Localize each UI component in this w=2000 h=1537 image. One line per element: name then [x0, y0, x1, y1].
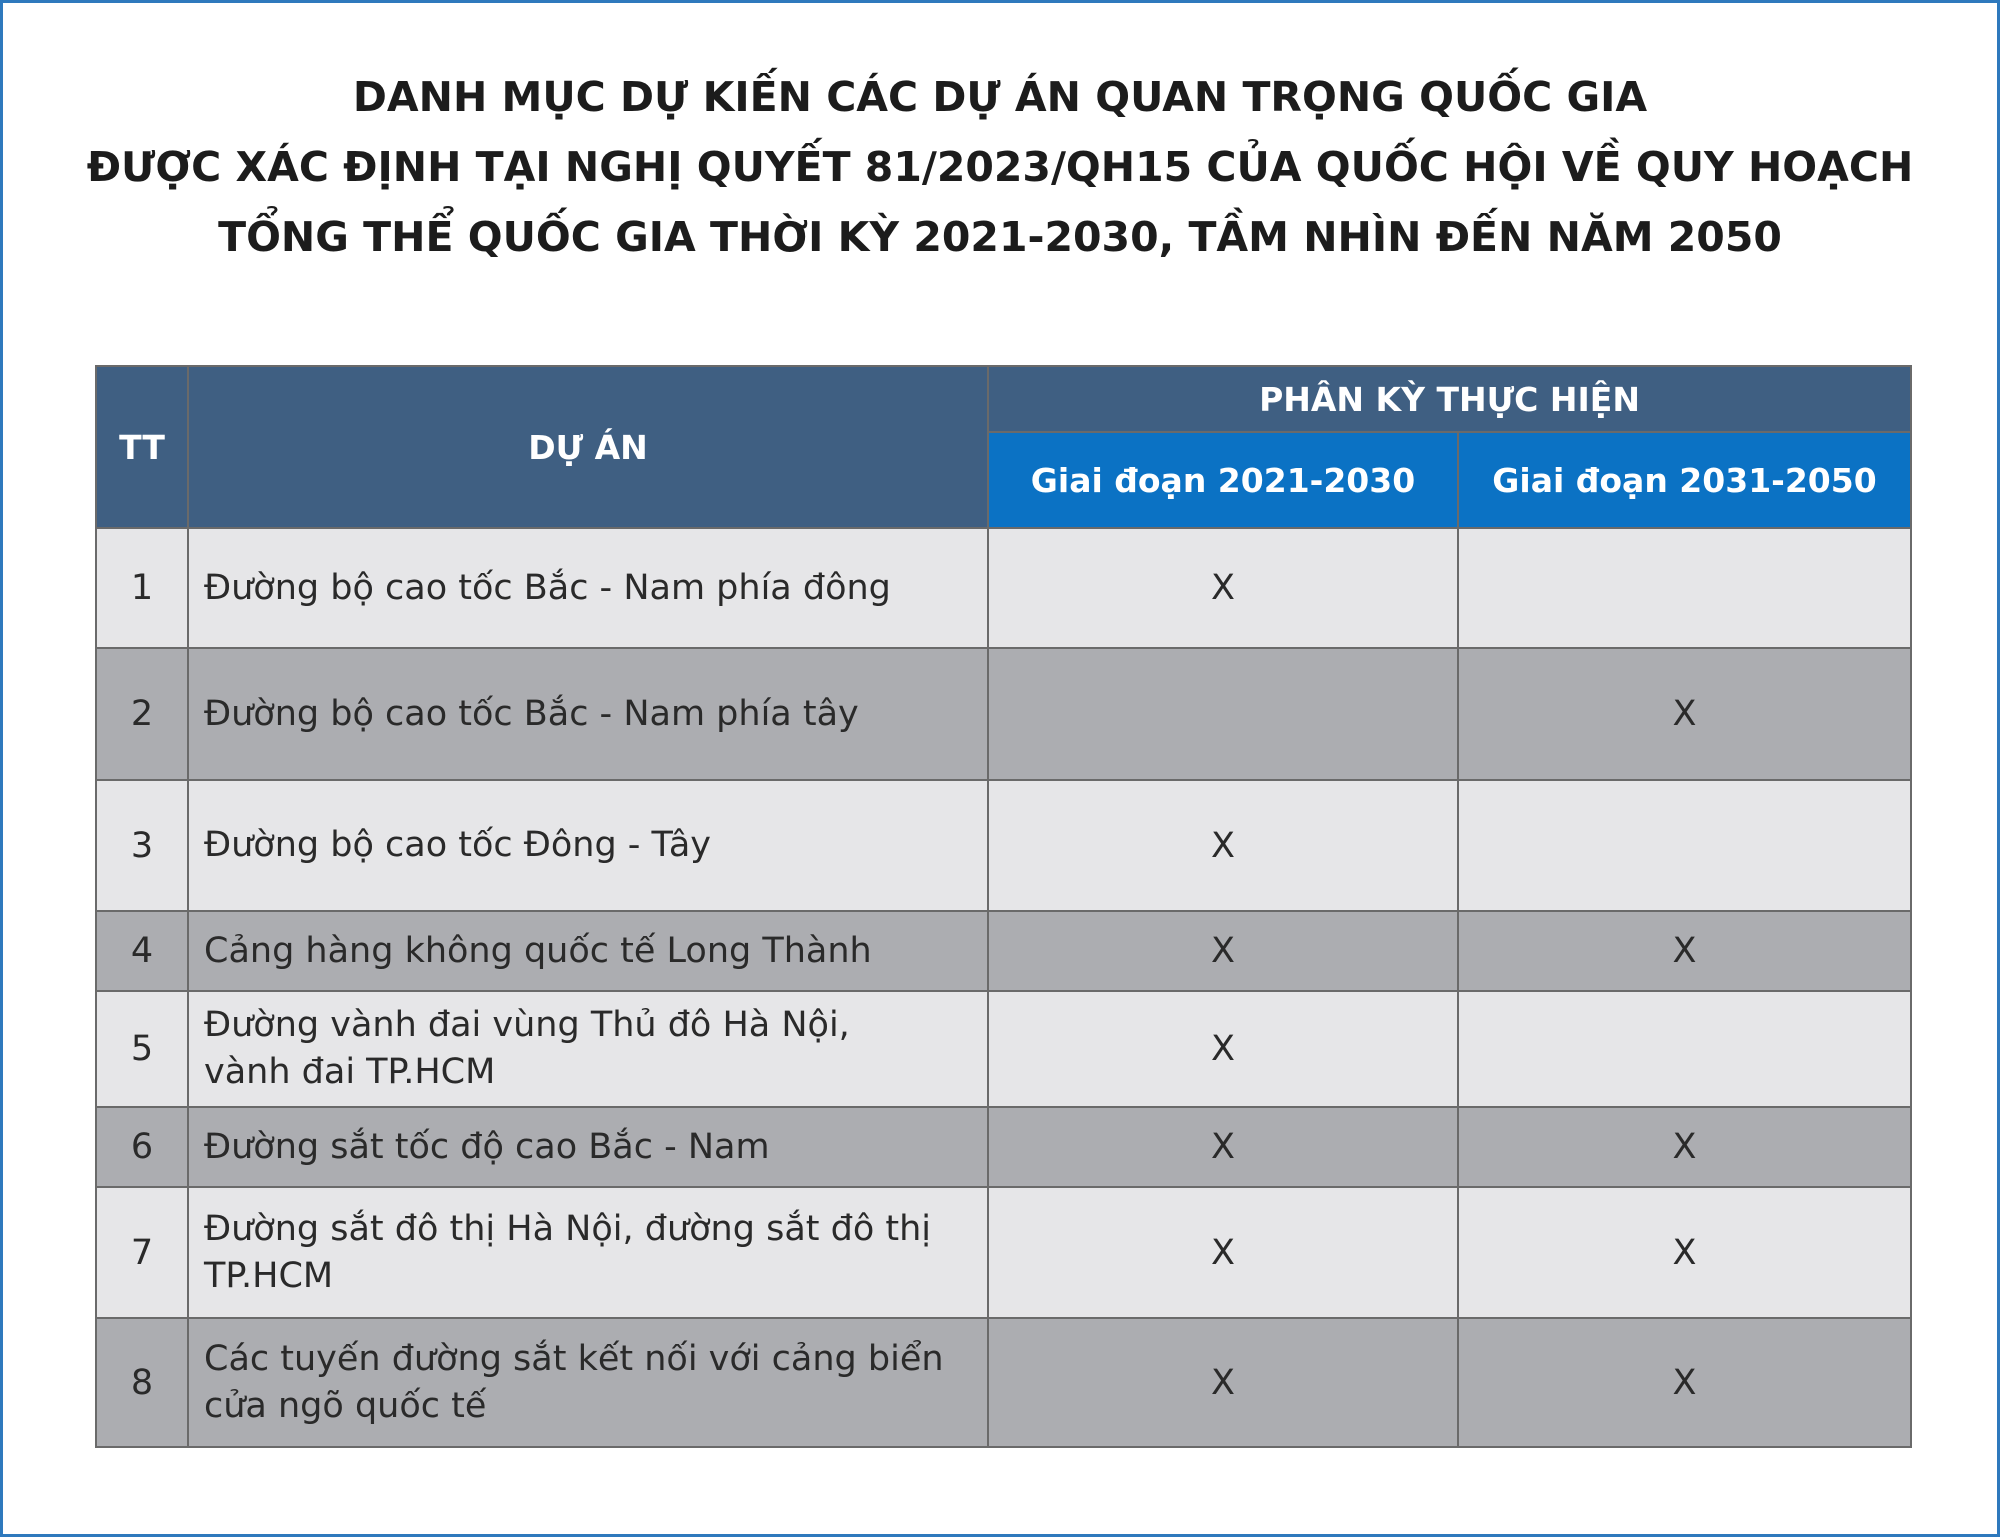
project-name-line: vành đai TP.HCM — [204, 1052, 496, 1092]
period-2031-2050-mark: X — [1458, 1107, 1911, 1187]
project-name-line: TP.HCM — [204, 1255, 334, 1296]
period-2031-2050-mark: X — [1458, 911, 1911, 991]
table-header-row — [96, 366, 1911, 432]
table-row — [96, 1187, 1911, 1318]
row-number: 3 — [96, 780, 188, 911]
table-row — [96, 528, 1911, 648]
project-name-line: Đường sắt đô thị Hà Nội, đường sắt đô thị — [204, 1208, 932, 1249]
period-2031-2050-mark — [1458, 991, 1911, 1107]
project-name — [188, 911, 988, 991]
project-name — [188, 528, 988, 648]
table-row — [96, 648, 1911, 780]
project-name — [188, 1318, 988, 1447]
period-2021-2030-mark: X — [988, 911, 1458, 991]
column-header-tt: TT — [96, 366, 188, 528]
project-name-line: Cảng hàng không quốc tế Long Thành — [204, 930, 872, 971]
period-2031-2050-mark — [1458, 528, 1911, 648]
project-name — [188, 991, 988, 1107]
period-2021-2030-mark: X — [988, 1318, 1458, 1447]
table-row — [96, 991, 1911, 1107]
row-number: 5 — [96, 991, 188, 1107]
row-number: 1 — [96, 528, 188, 648]
project-name — [188, 1107, 988, 1187]
table-row — [96, 780, 1911, 911]
project-name-line: cửa ngõ quốc tế — [204, 1385, 487, 1426]
row-number: 8 — [96, 1318, 188, 1447]
project-name-line: Đường vành đai vùng Thủ đô Hà Nội, — [204, 1005, 850, 1045]
project-name — [188, 780, 988, 911]
project-name-line: Đường bộ cao tốc Bắc - Nam phía tây — [204, 693, 859, 734]
table-row — [96, 911, 1911, 991]
projects-table — [95, 365, 1912, 1448]
period-2031-2050-mark: X — [1458, 648, 1911, 780]
document-title — [0, 62, 2000, 272]
title-line: DANH MỤC DỰ KIẾN CÁC DỰ ÁN QUAN TRỌNG QUỐC GIA — [352, 73, 1648, 121]
row-number: 6 — [96, 1107, 188, 1187]
row-number: 7 — [96, 1187, 188, 1318]
table-row — [96, 1107, 1911, 1187]
project-name — [188, 1187, 988, 1318]
period-2021-2030-mark: X — [988, 1187, 1458, 1318]
period-2031-2050-mark: X — [1458, 1318, 1911, 1447]
project-name-line: Đường bộ cao tốc Bắc - Nam phía đông — [204, 567, 891, 608]
period-2021-2030-mark: X — [988, 991, 1458, 1107]
title-line: ĐƯỢC XÁC ĐỊNH TẠI NGHỊ QUYẾT 81/2023/QH15 CỦA QUỐC HỘI VỀ QUY HOẠCH — [86, 143, 1914, 191]
row-number: 2 — [96, 648, 188, 780]
period-2021-2030-mark: X — [988, 528, 1458, 648]
project-name-line: Đường sắt tốc độ cao Bắc - Nam — [204, 1126, 770, 1167]
row-number: 4 — [96, 911, 188, 991]
table-row — [96, 1318, 1911, 1447]
project-name-line: Đường bộ cao tốc Đông - Tây — [204, 825, 712, 865]
period-2021-2030-mark: X — [988, 1107, 1458, 1187]
period-2031-2050-mark — [1458, 780, 1911, 911]
period-2021-2030-mark — [988, 648, 1458, 780]
project-name-line: Các tuyến đường sắt kết nối với cảng biển — [204, 1338, 944, 1379]
period-2031-2050-mark: X — [1458, 1187, 1911, 1318]
column-header-project: DỰ ÁN — [188, 366, 988, 528]
period-2021-2030-mark: X — [988, 780, 1458, 911]
project-name — [188, 648, 988, 780]
column-header-period-2031-2050: Giai đoạn 2031-2050 — [1458, 432, 1911, 528]
title-line: TỔNG THỂ QUỐC GIA THỜI KỲ 2021-2030, TẦM NHÌN ĐẾN NĂM 2050 — [218, 213, 1782, 261]
column-header-period-2021-2030: Giai đoạn 2021-2030 — [988, 432, 1458, 528]
column-header-phase: PHÂN KỲ THỰC HIỆN — [988, 366, 1911, 432]
